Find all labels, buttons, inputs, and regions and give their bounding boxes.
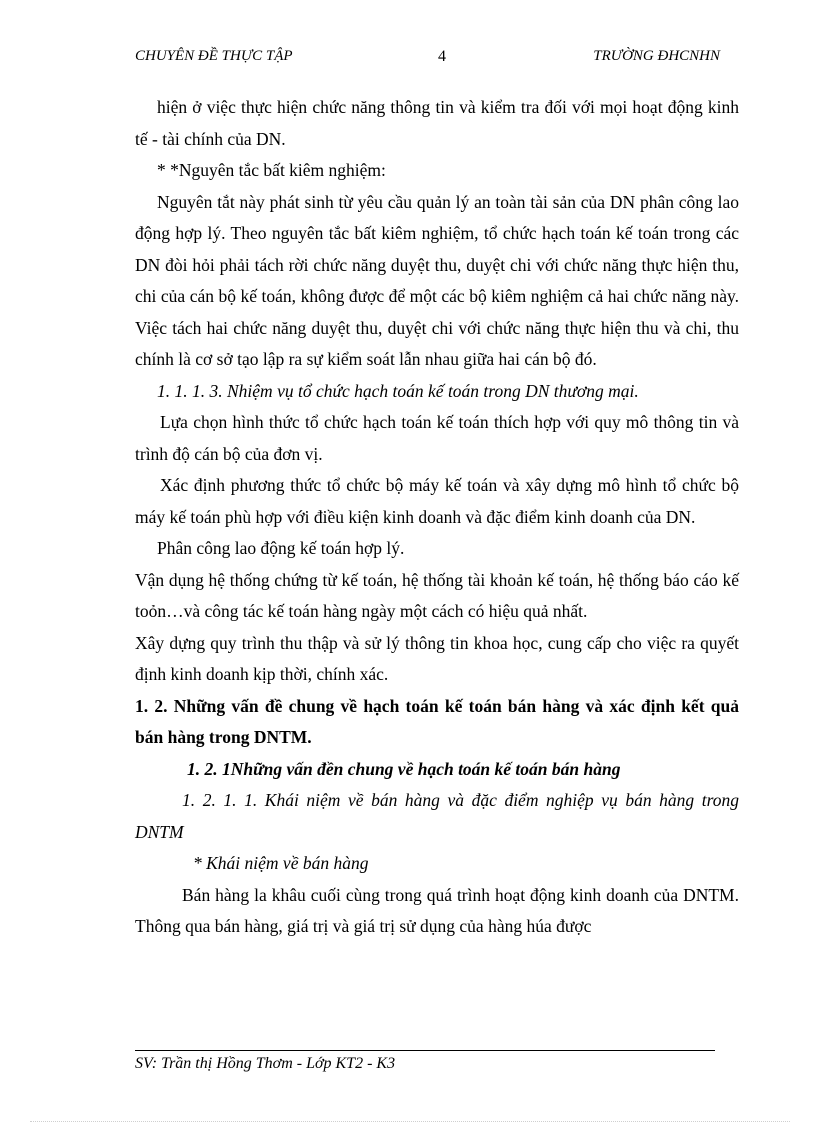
section-heading: 1. 2. Những vấn đề chung về hạch toán kế toán bán hàng và xác định kết quả bán hàng trong DNTM. bbox=[135, 695, 739, 747]
paragraph: Vận dụng hệ thống chứng từ kế toán, hệ thống tài khoản kế toán, hệ thống báo cáo kế toỏn…và công tác kế toán hàng ngày một cách có hiệu quả nhất. bbox=[135, 569, 739, 621]
page-edge-divider bbox=[30, 1121, 790, 1122]
page-footer: SV: Trần thị Hồng Thơm - Lớp KT2 - K3 bbox=[135, 1055, 396, 1072]
footer-divider bbox=[135, 1050, 715, 1051]
paragraph: Bán hàng la khâu cuối cùng trong quá trình hoạt động kinh doanh của DNTM. Thông qua bán hàng, giá trị và giá trị sử dụng của hàng húa được bbox=[135, 884, 739, 936]
principle-heading: * *Nguyên tắc bất kiêm nghiệm: bbox=[157, 160, 386, 180]
concept-heading: * Khái niệm về bán hàng bbox=[193, 853, 369, 873]
paragraph: Lựa chọn hình thức tổ chức hạch toán kế toán thích hợp với quy mô thông tin và trình độ cán bộ của đơn vị. bbox=[135, 412, 739, 464]
header-school: TRƯỜNG ĐHCNHN bbox=[593, 48, 720, 64]
document-body bbox=[135, 92, 739, 943]
subsection-heading-bold: 1. 2. 1Những vấn đền chung về hạch toán kế toán bán hàng bbox=[187, 758, 621, 779]
paragraph: Xây dựng quy trình thu thập và sử lý thông tin khoa học, cung cấp cho việc ra quyết định kinh doanh kịp thời, chính xác. bbox=[135, 632, 739, 684]
paragraph: Xác định phương thức tổ chức bộ máy kế toán và xây dựng mô hình tổ chức bộ máy kế toán phù hợp với điều kiện kinh doanh và đặc điểm kinh doanh của DN. bbox=[135, 475, 739, 527]
paragraph: hiện ở việc thực hiện chức năng thông tin và kiểm tra đối với mọi hoạt động kinh tế - tài chính của DN. bbox=[135, 97, 739, 149]
paragraph: Phân công lao động kế toán hợp lý. bbox=[157, 538, 405, 558]
subsubsection-heading: 1. 2. 1. 1. Khái niệm về bán hàng và đặc điểm nghiệp vụ bán hàng trong DNTM bbox=[135, 790, 739, 842]
header-title: CHUYÊN ĐỀ THỰC TẬP bbox=[135, 48, 293, 64]
page-number: 4 bbox=[438, 48, 446, 65]
paragraph: Nguyên tắt này phát sinh từ yêu cầu quản lý an toàn tài sản của DN phân công lao động hợp lý. Theo nguyên tắc bất kiêm nghiệm, tổ chức hạch toán kế toán trong các DN đòi hỏi phải tách rời chức năng duyệt thu, duyệt chi với chức năng thực hiện thu, chi của cán bộ kế toán, không được để một các bộ kiêm nghiệm cả hai chức năng này. Việc tách hai chức năng duyệt thu, duyệt chi với chức năng thực hiện thu và chi, thu chính là cơ sở tạo lập ra sự kiểm soát lẫn nhau giữa hai cán bộ đó. bbox=[135, 191, 739, 369]
page-header bbox=[135, 48, 720, 72]
subsection-heading: 1. 1. 1. 3. Nhiệm vụ tổ chức hạch toán kế toán trong DN thương mại. bbox=[157, 380, 639, 401]
